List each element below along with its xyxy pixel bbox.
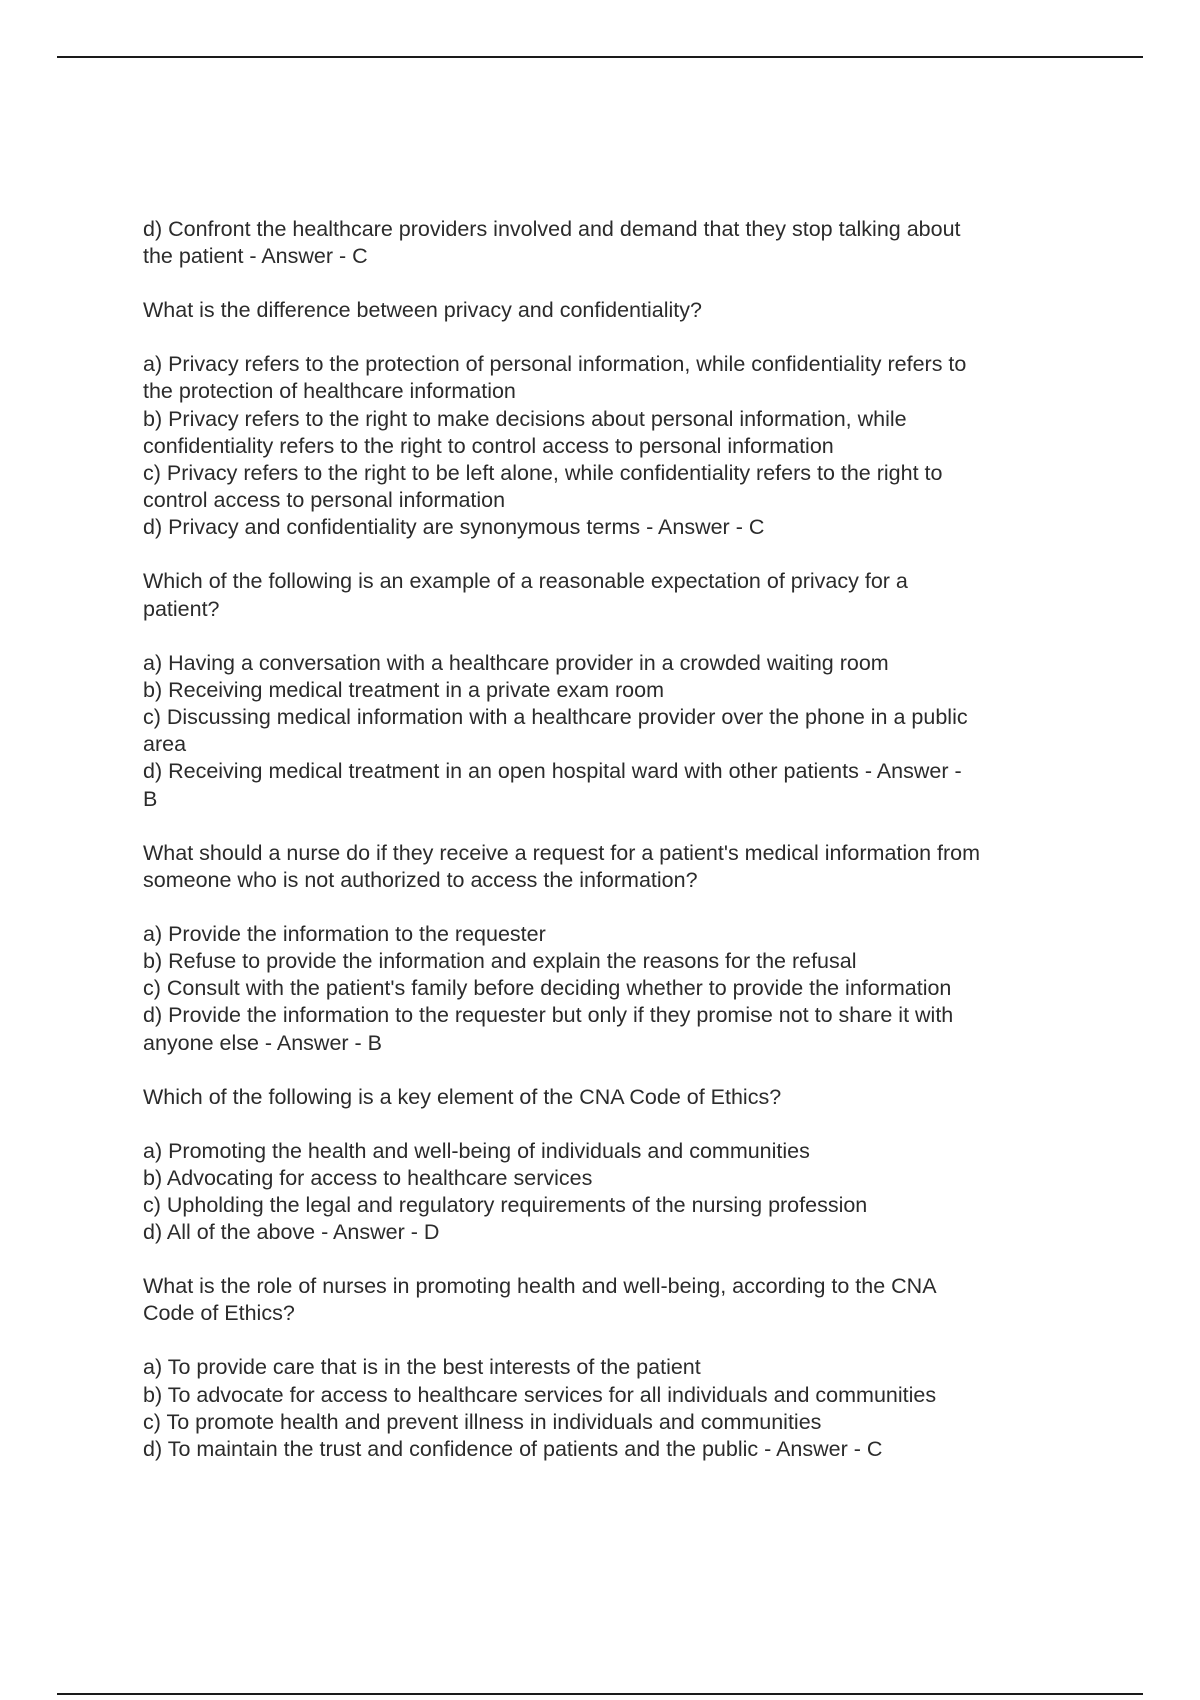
question-text: someone who is not authorized to access the information?: [143, 867, 698, 892]
option-line: c) Privacy refers to the right to be left alone, while confidentiality refers to the right to: [143, 461, 943, 486]
page-content: [143, 216, 1063, 1490]
question-text: Which of the following is an example of a reasonable expectation of privacy for a: [143, 569, 908, 594]
question-cna-key-element: [143, 1084, 1063, 1111]
option-line: d) Provide the information to the requester but only if they promise not to share it with: [143, 1003, 954, 1028]
options-cna-key-element: [143, 1138, 1063, 1247]
option-line: control access to personal information: [143, 488, 506, 513]
option-line: d) All of the above - Answer - D: [143, 1220, 440, 1245]
option-line: d) Receiving medical treatment in an open hospital ward with other patients - Answer -: [143, 759, 962, 784]
option-line: the protection of healthcare information: [143, 379, 516, 404]
question-nurse-role: [143, 1273, 1063, 1327]
header-rule: [57, 56, 1143, 58]
option-line: c) Consult with the patient's family before deciding whether to provide the information: [143, 976, 952, 1001]
options-unauthorized-request: [143, 921, 1063, 1057]
options-nurse-role: [143, 1354, 1063, 1463]
option-line: a) Promoting the health and well-being of individuals and communities: [143, 1138, 810, 1163]
option-line: b) Privacy refers to the right to make decisions about personal information, while: [143, 406, 907, 431]
question-text: What is the difference between privacy and confidentiality?: [143, 298, 702, 323]
footer-rule: [57, 1693, 1143, 1695]
option-line: b) Refuse to provide the information and explain the reasons for the refusal: [143, 949, 857, 974]
option-line: anyone else - Answer - B: [143, 1030, 383, 1055]
option-line: B: [143, 786, 158, 811]
option-line: c) Discussing medical information with a healthcare provider over the phone in a public: [143, 705, 968, 730]
question-text: patient?: [143, 596, 220, 621]
option-line: a) To provide care that is in the best interests of the patient: [143, 1355, 701, 1380]
option-line: a) Provide the information to the requester: [143, 921, 546, 946]
option-line: confidentiality refers to the right to control access to personal information: [143, 433, 834, 458]
options-reasonable-expectation: [143, 650, 1063, 813]
option-line: area: [143, 732, 187, 757]
previous-question-option-d: [143, 216, 1063, 270]
text-line: d) Confront the healthcare providers involved and demand that they stop talking about: [143, 217, 961, 241]
option-line: c) To promote health and prevent illness in individuals and communities: [143, 1409, 822, 1434]
option-line: c) Upholding the legal and regulatory requirements of the nursing profession: [143, 1193, 868, 1218]
question-text: Code of Ethics?: [143, 1301, 295, 1326]
option-line: d) To maintain the trust and confidence of patients and the public - Answer - C: [143, 1437, 883, 1462]
question-unauthorized-request: [143, 840, 1063, 894]
question-text: What should a nurse do if they receive a request for a patient's medical information from: [143, 840, 981, 865]
option-line: b) Receiving medical treatment in a private exam room: [143, 677, 664, 702]
option-line: b) Advocating for access to healthcare services: [143, 1165, 593, 1190]
question-text: Which of the following is a key element of the CNA Code of Ethics?: [143, 1084, 782, 1109]
option-line: a) Privacy refers to the protection of personal information, while confidentiality refers to: [143, 352, 967, 377]
option-line: d) Privacy and confidentiality are synonymous terms - Answer - C: [143, 515, 765, 540]
question-text: What is the role of nurses in promoting health and well-being, according to the CNA: [143, 1274, 937, 1299]
question-privacy-vs-confidentiality: [143, 297, 1063, 324]
option-line: a) Having a conversation with a healthcare provider in a crowded waiting room: [143, 650, 889, 675]
option-line: b) To advocate for access to healthcare services for all individuals and communities: [143, 1382, 937, 1407]
question-reasonable-expectation: [143, 568, 1063, 622]
options-privacy-vs-confidentiality: [143, 351, 1063, 541]
text-line: the patient - Answer - C: [143, 244, 368, 269]
